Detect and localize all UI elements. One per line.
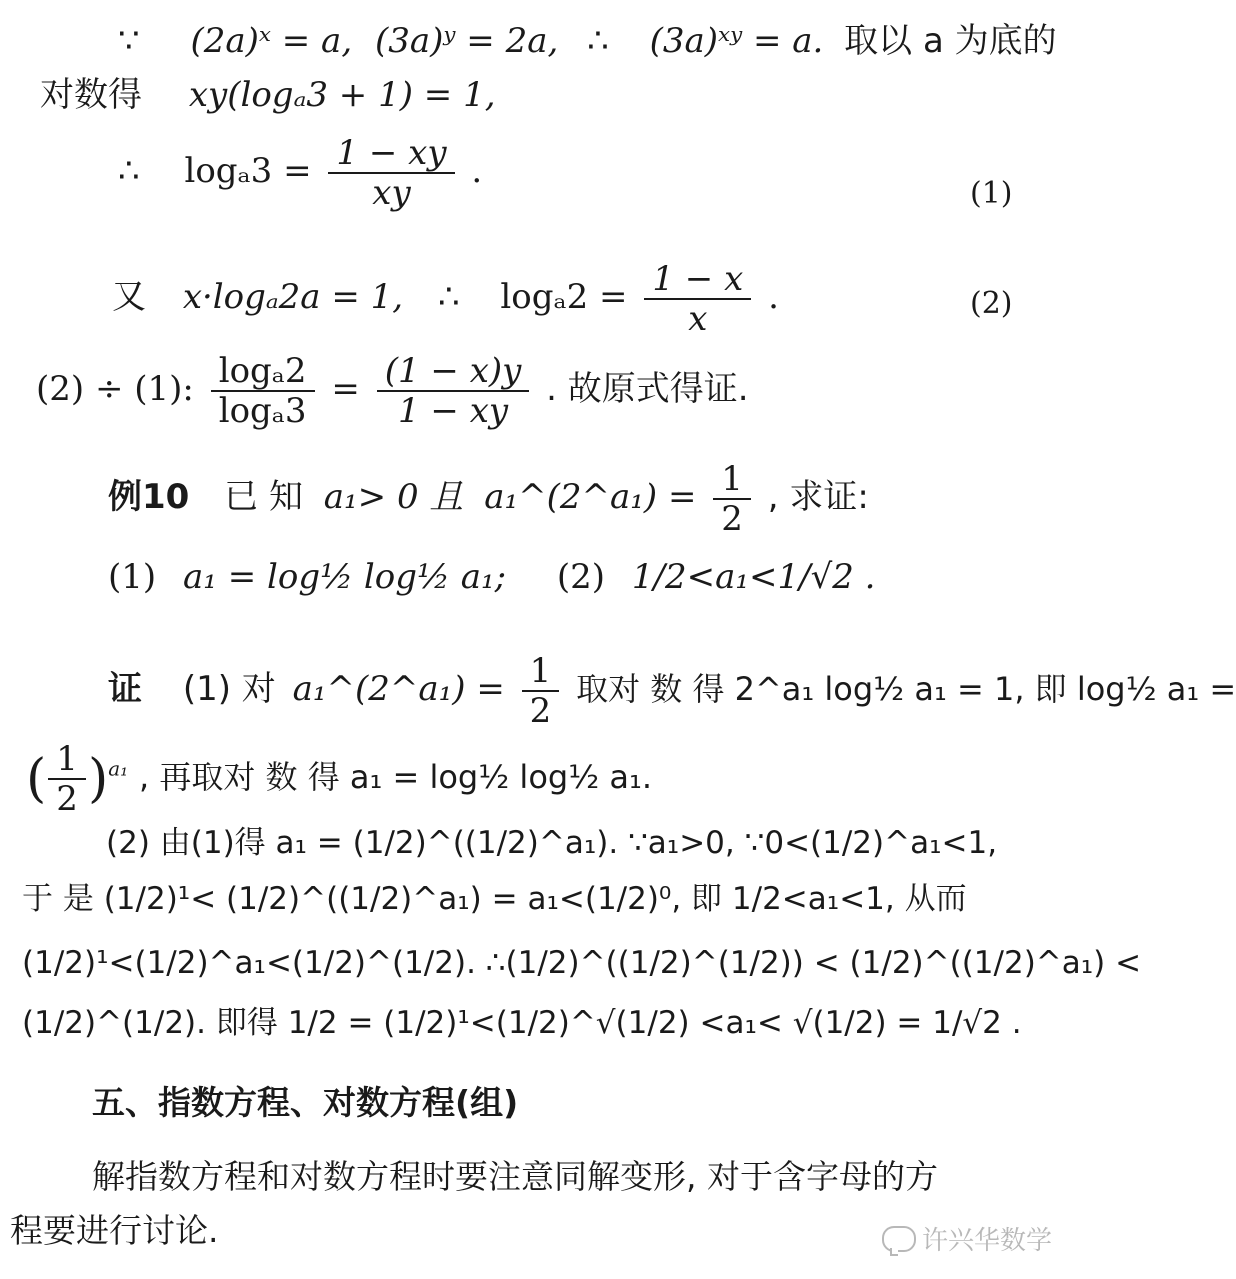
- fraction-one-half: [522, 651, 560, 731]
- log-a-2: logₐ2 =: [500, 277, 628, 317]
- fraction-log-ratio: [211, 351, 315, 431]
- text-take-log: 取以 a 为底的: [844, 21, 1057, 61]
- denominator: 2: [529, 691, 552, 731]
- numerator: 1: [522, 654, 560, 692]
- right-paren: ): [87, 749, 109, 809]
- exponent-a1: a₁: [108, 756, 129, 781]
- text-known: 已 知: [224, 477, 303, 517]
- fraction-xy-ratio: [377, 351, 530, 431]
- equation-number-2: (2): [970, 286, 1013, 321]
- line-8: [108, 651, 1236, 731]
- denominator: 2: [56, 779, 78, 819]
- equation-x-log-2a: x·logₐ2a = 1,: [182, 277, 404, 317]
- part-1-proof-start: (1) 对: [182, 669, 276, 709]
- power-tower-expr: a₁^(2^a₁) =: [484, 477, 697, 517]
- therefore-symbol: ∴: [118, 151, 140, 191]
- paragraph-text-1: 解指数方程和对数方程时要注意同解变形, 对于含字母的方: [92, 1157, 938, 1196]
- denominator: 2: [721, 499, 743, 539]
- period: .: [768, 277, 779, 317]
- power-tower-expr: a₁^(2^a₁) =: [292, 669, 505, 709]
- therefore-symbol: ∴: [437, 277, 460, 317]
- numerator: logₐ2: [211, 354, 315, 392]
- part-1-label: (1): [108, 557, 157, 597]
- condition-a1-positive: a₁> 0 且: [323, 477, 464, 517]
- paragraph-line-2: [10, 1211, 219, 1250]
- line-13: [22, 1005, 1022, 1041]
- therefore-symbol: ∴: [587, 21, 609, 61]
- line-6: [108, 459, 869, 539]
- line-10: [106, 825, 998, 861]
- denominator: x: [688, 299, 708, 339]
- section-title: 五、指数方程、对数方程(组): [92, 1083, 519, 1122]
- wechat-bubble-icon: [882, 1226, 916, 1252]
- line-3: [118, 133, 483, 213]
- fraction-1-xy-over-xy: [328, 133, 454, 213]
- inequality-chain-1: 于 是 (1/2)¹< (1/2)^((1/2)^a₁) = a₁<(1/2)⁰, 即 1/2<a₁<1, 从而: [22, 881, 967, 917]
- text-log-gives: 对数得: [40, 75, 142, 115]
- paragraph-text-2: 程要进行讨论.: [10, 1211, 219, 1250]
- paragraph-line-1: [92, 1157, 938, 1196]
- line-4: [112, 259, 779, 339]
- text-take-log-steps: 取对 数 得 2^a₁ log½ a₁ = 1, 即 log½ a₁ =: [576, 670, 1236, 708]
- line-9: [26, 739, 653, 819]
- denominator: 1 − xy: [397, 391, 509, 431]
- equation-xy-log: xy(logₐ3 + 1) = 1,: [188, 75, 496, 115]
- line-1: [118, 21, 1057, 61]
- equation-2a-x: (2a)ˣ = a,: [190, 21, 353, 61]
- line-5: [36, 351, 749, 431]
- inequality-chain-3: (1/2)^(1/2). 即得 1/2 = (1/2)¹<(1/2)^√(1/2) <a₁< √(1/2) = 1/√2 .: [22, 1005, 1022, 1041]
- text-also: 又: [112, 277, 146, 317]
- left-paren: (: [26, 749, 47, 809]
- equation-number-1: (1): [970, 176, 1013, 211]
- log-a-3: logₐ3 =: [184, 151, 312, 191]
- period: .: [471, 151, 483, 191]
- example-label: 例10: [108, 477, 190, 517]
- line-12: [22, 945, 1142, 981]
- part-2-proof-start: (2) 由(1)得 a₁ = (1/2)^((1/2)^a₁). ∵a₁>0, ∵0<(1/2)^a₁<1,: [106, 825, 998, 861]
- equation-3a-xy: (3a)ˣʸ = a.: [649, 21, 824, 61]
- claim-1: a₁ = log½ log½ a₁;: [182, 557, 507, 597]
- proof-label: 证: [108, 669, 142, 709]
- watermark-text: 许兴华数学: [921, 1226, 1052, 1256]
- line-2: [40, 75, 496, 115]
- line-11: [22, 881, 967, 917]
- claim-2: 1/2<a₁<1/√2 .: [631, 557, 876, 597]
- inequality-chain-2: (1/2)¹<(1/2)^a₁<(1/2)^(1/2). ∴(1/2)^((1/2)^(1/2)) < (1/2)^((1/2)^a₁) <: [22, 945, 1142, 981]
- numerator: 1: [48, 742, 86, 780]
- numerator: 1: [713, 462, 751, 500]
- because-symbol: ∵: [118, 21, 140, 61]
- denominator: logₐ3: [218, 391, 307, 431]
- watermark: [882, 1220, 1052, 1257]
- equation-3a-y: (3a)ʸ = 2a,: [374, 21, 559, 61]
- line-7: [108, 557, 876, 597]
- part-2-label: (2): [556, 557, 606, 597]
- text-take-log-again: , 再取对 数 得 a₁ = log½ log½ a₁.: [139, 758, 653, 796]
- section-heading: [92, 1083, 519, 1122]
- numerator: (1 − x)y: [377, 354, 530, 392]
- ratio-label: (2) ÷ (1):: [36, 369, 194, 409]
- text-proved: . 故原式得证.: [546, 369, 749, 409]
- fraction-one-half: [48, 739, 86, 819]
- numerator: 1 − x: [644, 262, 751, 300]
- equals: =: [331, 369, 360, 409]
- numerator: 1 − xy: [328, 136, 454, 174]
- fraction-1-x-over-x: [644, 259, 751, 339]
- fraction-one-half: [713, 459, 751, 539]
- denominator: xy: [372, 173, 411, 213]
- text-prove: , 求证:: [767, 477, 869, 517]
